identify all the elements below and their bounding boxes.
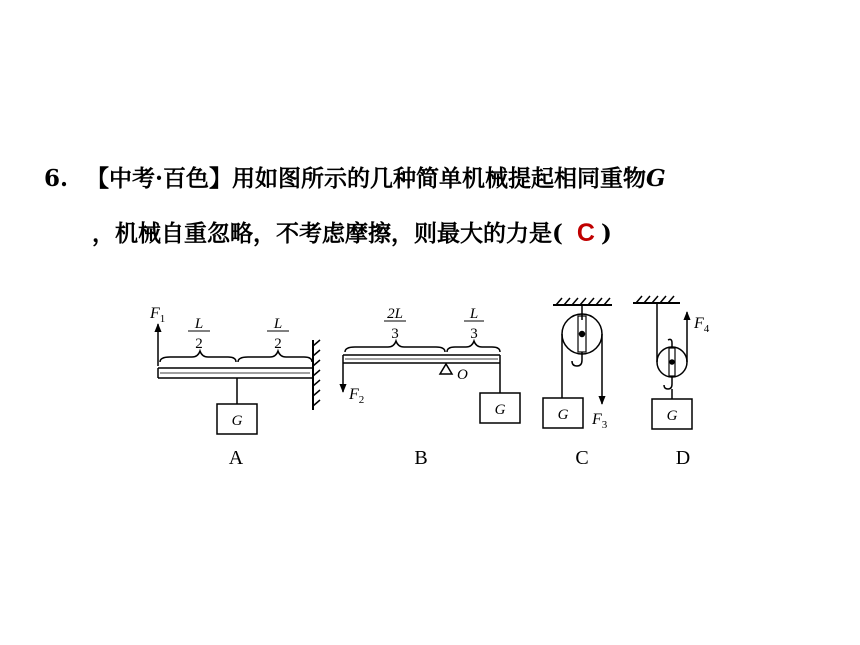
figure-b	[343, 321, 520, 423]
wall-a	[313, 340, 320, 410]
seg-b-1-num: 2L	[387, 306, 403, 322]
force-label-f1: $F_1$	[150, 305, 166, 325]
brace-a-1	[160, 351, 236, 362]
close-paren: )	[600, 220, 612, 247]
pulley-center-c	[580, 332, 585, 337]
source-tag: 【中考·百色】	[86, 165, 233, 192]
brace-b-1	[345, 341, 445, 352]
seg-a-2-num: L	[273, 316, 283, 332]
force-label-f2: $F_2$	[349, 386, 365, 406]
caption-b: B	[414, 447, 428, 469]
question-text-2: ，机械自重忽略，不考虑摩擦，则最大的力是(	[92, 220, 563, 247]
pulley-center-d	[670, 360, 674, 364]
seg-b-2-den: 3	[470, 326, 478, 342]
brace-a-2	[238, 351, 312, 362]
weight-symbol: G	[646, 165, 666, 192]
caption-d: D	[675, 447, 691, 469]
question-text-1: 用如图所示的几种简单机械提起相同重物	[232, 165, 647, 192]
seg-a-2-den: 2	[274, 336, 282, 352]
bottom-hook-d	[664, 376, 672, 389]
caption-a: A	[228, 447, 244, 469]
brace-b-2	[447, 341, 500, 352]
weight-label-b: G	[494, 402, 506, 418]
weight-label-d: G	[666, 408, 678, 424]
lever-b	[343, 355, 500, 363]
question-number: 6.	[44, 165, 69, 192]
seg-b-2-num: L	[469, 306, 479, 322]
weight-label-c: G	[557, 407, 569, 423]
ceiling-d	[633, 296, 680, 303]
weight-label-a: G	[231, 413, 243, 429]
seg-a-1-den: 2	[195, 336, 203, 352]
figure-d	[633, 296, 692, 429]
pivot-b	[440, 364, 452, 374]
force-label-f3: $F_3$	[592, 411, 608, 431]
ceiling-c	[553, 298, 612, 305]
caption-c: C	[575, 447, 589, 469]
figure-c	[543, 298, 612, 428]
lever-a	[158, 368, 312, 378]
answer: C	[576, 219, 595, 247]
force-label-f4: $F_4$	[694, 315, 710, 335]
pivot-label-o: O	[457, 367, 468, 383]
seg-a-1-num: L	[194, 316, 204, 332]
seg-b-1-den: 3	[391, 326, 399, 342]
